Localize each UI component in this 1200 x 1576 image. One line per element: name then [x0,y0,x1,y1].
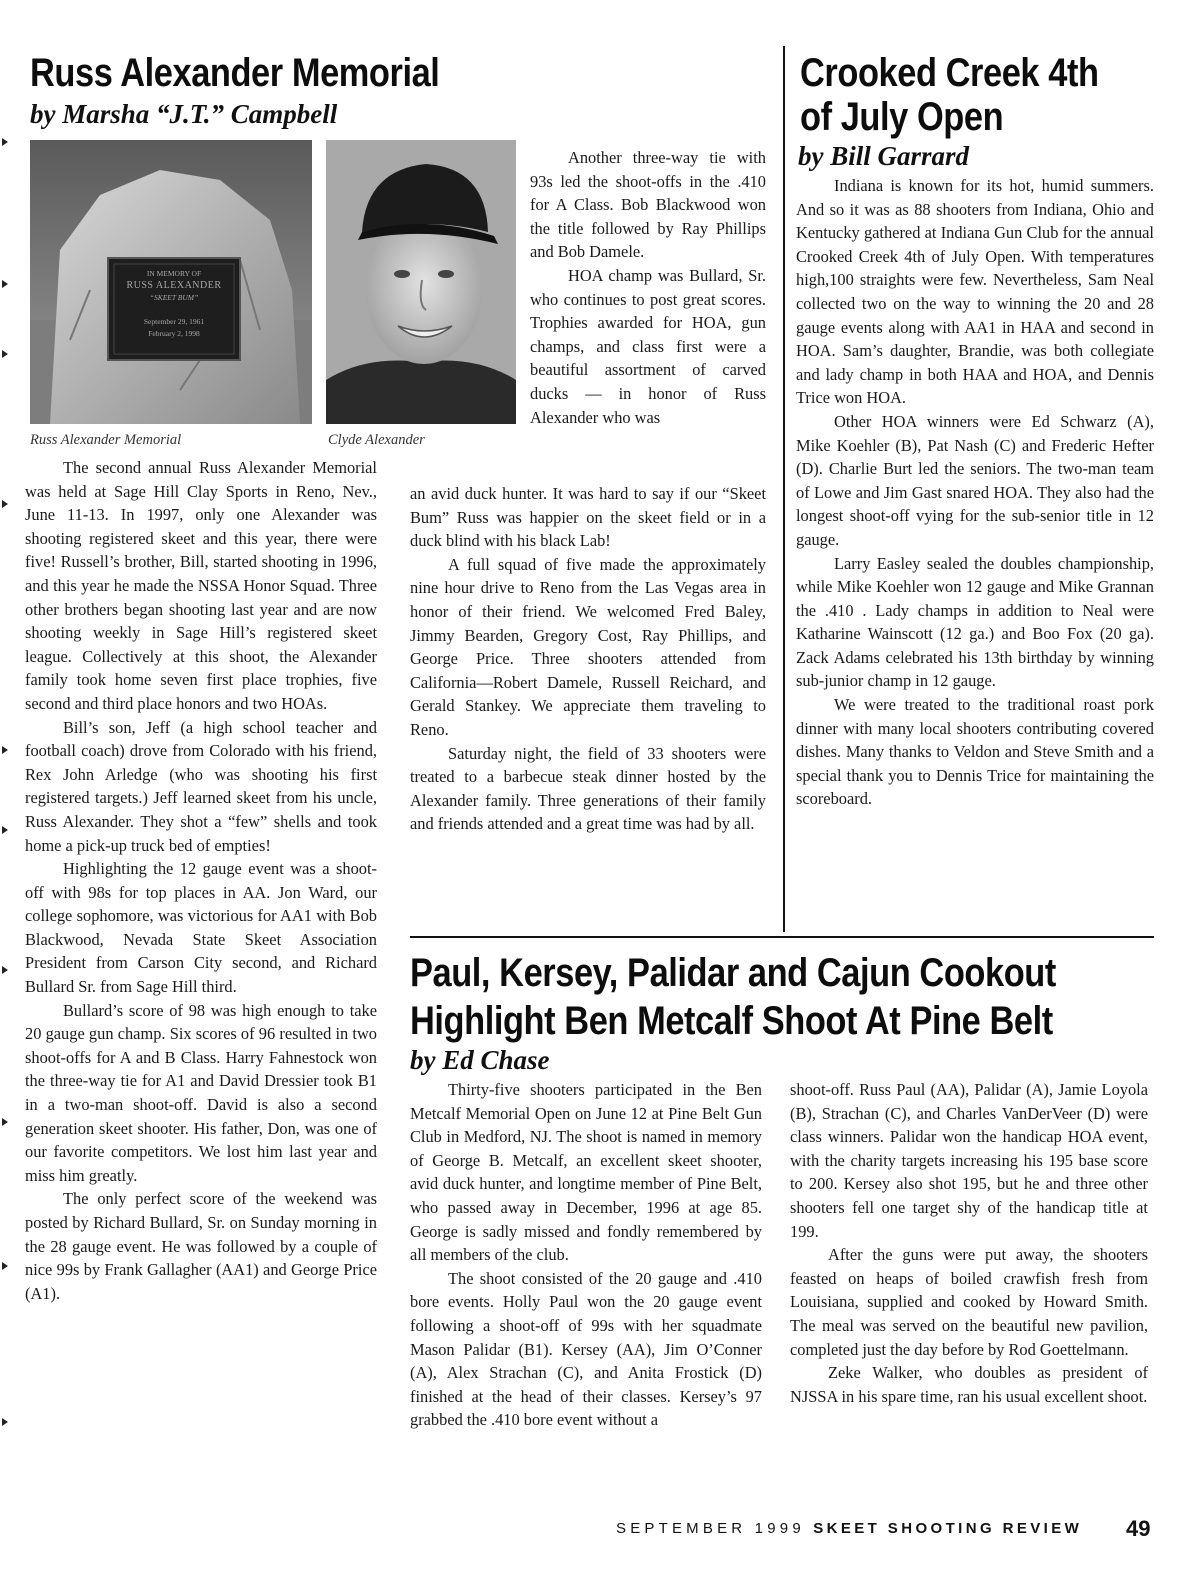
article3-column-left [410,1078,762,1432]
edge-mark [2,1118,8,1126]
article-paragraph: shoot-off. Russ Paul (AA), Palidar (A), Jamie Loyola (B), Strachan (C), and Charles VanDerVeer (D) were class winners. Palidar won the handicap HOA event, with the charity targets increasing his 195 base score to 200. Kersey also shot 195, but he and three other shooters fell one target shy of the handicap title at 199. [790,1080,1148,1241]
memorial-stone-photo [30,140,312,424]
article-paragraph: After the guns were put away, the shooters feasted on heaps of boiled crawfish fresh from Louisiana, supplied and cooked by Howard Smith. The meal was served on the beautiful new pavilion, completed just the day before by Rod Goettelmann. [790,1245,1148,1359]
article-paragraph: Bill’s son, Jeff (a high school teacher and football coach) drove from Colorado with his friend, Rex John Arledge (who was shooting his first registered targets.) Jeff learned skeet from his uncle, Russ Alexander. They shot a “few” shells and took home a pick-up truck bed of empties! [25,717,377,855]
portrait-illustration [326,140,516,424]
plaque-line: “SKEET BUM” [149,293,199,302]
article-paragraph: A full squad of five made the approximately nine hour drive to Reno from the Las Vegas area in honor of their friend. We welcomed Fred Baley, Jimmy Bearden, Gregory Cost, Ray Phillips, and George Price. Three shooters attended from California—Robert Damele, Russell Reichard, and Gerald Stankey. We appreciate them traveling to Reno. [410,554,766,739]
article-paragraph: Indiana is known for its hot, humid summers. And so it was as 88 shooters from Indiana, Ohio and Kentucky gathered at Indiana Gun Club for the annual Crooked Creek 4th of July Open. With temperatures high,100 straights were few. Nevertheless, Sam Neal collected two on the way to winning the 20 and 28 gauge events along with AA1 in HAA and second in HOA. Sam’s daughter, Brandie, was both collegiate and lady champ in both HAA and HOA, and Dennis Trice won HOA. [796,176,1154,408]
article1-column2-top [530,146,766,429]
edge-mark [2,500,8,508]
column-divider [783,46,785,932]
edge-mark [2,746,8,754]
photo1-caption: Russ Alexander Memorial [30,432,182,448]
memorial-plaque [110,268,238,340]
article-paragraph: Zeke Walker, who doubles as president of NJSSA in his spare time, ran his usual excellent shoot. [790,1363,1148,1406]
clyde-alexander-photo [326,140,516,424]
article2-byline: by Bill Garrard [798,141,970,171]
article1-title: Russ Alexander Memorial [30,51,440,95]
footer-magazine: SKEET SHOOTING REVIEW [813,1520,1083,1537]
article-paragraph: HOA champ was Bullard, Sr. who continues to post great scores. Trophies awarded for HOA, gun champs, and class first were a beautiful assortment of carved ducks — in honor of Russ Alexander who was [530,265,766,427]
footer-date: SEPTEMBER 1999 [616,1520,805,1537]
edge-mark [2,966,8,974]
section-divider [410,936,1154,938]
article1-byline: by Marsha “J.T.” Campbell [30,99,338,129]
article3-column-right [790,1078,1148,1408]
article-paragraph: Highlighting the 12 gauge event was a shoot-off with 98s for top places in AA. Jon Ward, our college sophomore, was victorious for AA1 with Bob Blackwood, Nevada State Skeet Association President from Carson City second, and Richard Bullard Sr. from Sage Hill third. [25,859,377,997]
article-paragraph: Another three-way tie with 93s led the shoot-offs in the .410 for A Class. Bob Blackwood won the title followed by Ray Phillips and Bob Damele. [530,148,766,262]
article1-column1 [25,456,377,1305]
page-number: 49 [1126,1516,1151,1541]
plaque-line: RUSS ALEXANDER [126,280,222,291]
plaque-line: IN MEMORY OF [146,269,202,278]
article1-column2-bottom [410,482,766,836]
page-footer [616,1520,1082,1537]
article-paragraph: Bullard’s score of 98 was high enough to take 20 gauge gun champ. Six scores of 96 resulted in two shoot-offs for A and B Class. Harry Fahnestock won the three-way tie for A1 and David Dressier took B1 in a two-man shoot-off. David is also a second generation skeet shooter. His father, Don, was one of our favorite competitors. We lost him last year and miss him greatly. [25,1000,377,1185]
article3-byline: by Ed Chase [410,1045,550,1075]
article3-title-line1: Paul, Kersey, Palidar and Cajun Cookout [410,951,1056,995]
plaque-line: February 2, 1998 [148,329,200,338]
plaque-line: September 29, 1961 [143,317,205,326]
article-paragraph: The shoot consisted of the 20 gauge and .410 bore events. Holly Paul won the 20 gauge event following a shoot-off of 99s with her squadmate Mason Palidar (B1). Kersey (AA), Jim O’Conner (A), Alex Strachan (C), and Anita Frostick (D) finished at the head of their classes. Kersey’s 97 grabbed the .410 bore event without a [410,1268,762,1430]
edge-mark [2,1418,8,1426]
article2-title-line2: of July Open [800,95,1004,139]
article-paragraph: The second annual Russ Alexander Memorial was held at Sage Hill Clay Sports in Reno, Nev., June 11-13. In 1997, only one Alexander was shooting registered skeet and this year, there were five! Russell’s brother, Bill, started shooting in 1996, and this year he made the NSSA Honor Squad. Three other brothers began shooting last year and are now shooting weekly in Sage Hill’s registered skeet league. Collectively at this shoot, the Alexander family took home seven first place trophies, five second and third place honors and two HOAs. [25,458,377,713]
edge-mark [2,1262,8,1270]
edge-mark [2,826,8,834]
article-paragraph: Other HOA winners were Ed Schwarz (A), Mike Koehler (B), Pat Nash (C) and Frederic Hefter (D). Charlie Burt led the seniors. The two-man team of Lowe and Jim Gast snared HOA. They also had the longest shoot-off vying for the sub-senior title in 12 gauge. [796,411,1154,549]
article3-title-line2: Highlight Ben Metcalf Shoot At Pine Belt [410,999,1053,1043]
binding-edge-marks [0,0,12,1576]
article-paragraph: an avid duck hunter. It was hard to say if our “Skeet Bum” Russ was happier on the skeet field or in a duck blind with his black Lab! [410,484,766,551]
edge-mark [2,350,8,358]
photo2-caption: Clyde Alexander [328,432,425,448]
article-paragraph: Saturday night, the field of 33 shooters were treated to a barbecue steak dinner hosted by the Alexander family. Three generations of their family and friends attended and a great time was had by all. [410,743,766,834]
edge-mark [2,138,8,146]
article2-title-line1: Crooked Creek 4th [800,51,1099,95]
article-paragraph: Thirty-five shooters participated in the Ben Metcalf Memorial Open on June 12 at Pine Belt Gun Club in Medford, NJ. The shoot is named in memory of George B. Metcalf, an excellent skeet shooter, avid duck hunter, and longtime member of Pine Belt, who passed away in December, 1996 at age 85. George is sadly missed and fondly remembered by all members of the club. [410,1080,762,1265]
article-paragraph: The only perfect score of the weekend was posted by Richard Bullard, Sr. on Sunday morning in the 28 gauge event. He was followed by a couple of nice 99s by Frank Gallagher (AA1) and George Price (A1). [25,1189,377,1303]
edge-mark [2,280,8,288]
article-paragraph: We were treated to the traditional roast pork dinner with many local shooters contributing covered dishes. Many thanks to Veldon and Steve Smith and a special thank you to Dennis Trice for maintaining the scoreboard. [796,695,1154,809]
article2-column [796,174,1154,811]
article-paragraph: Larry Easley sealed the doubles championship, while Mike Koehler won 12 gauge and Mike Grannan the .410 . Lady champs in addition to Neal were Katharine Wainscott (12 ga.) and Boo Fox (20 ga). Zack Adams celebrated his 13th birthday by winning sub-junior champ in 12 gauge. [796,553,1154,691]
